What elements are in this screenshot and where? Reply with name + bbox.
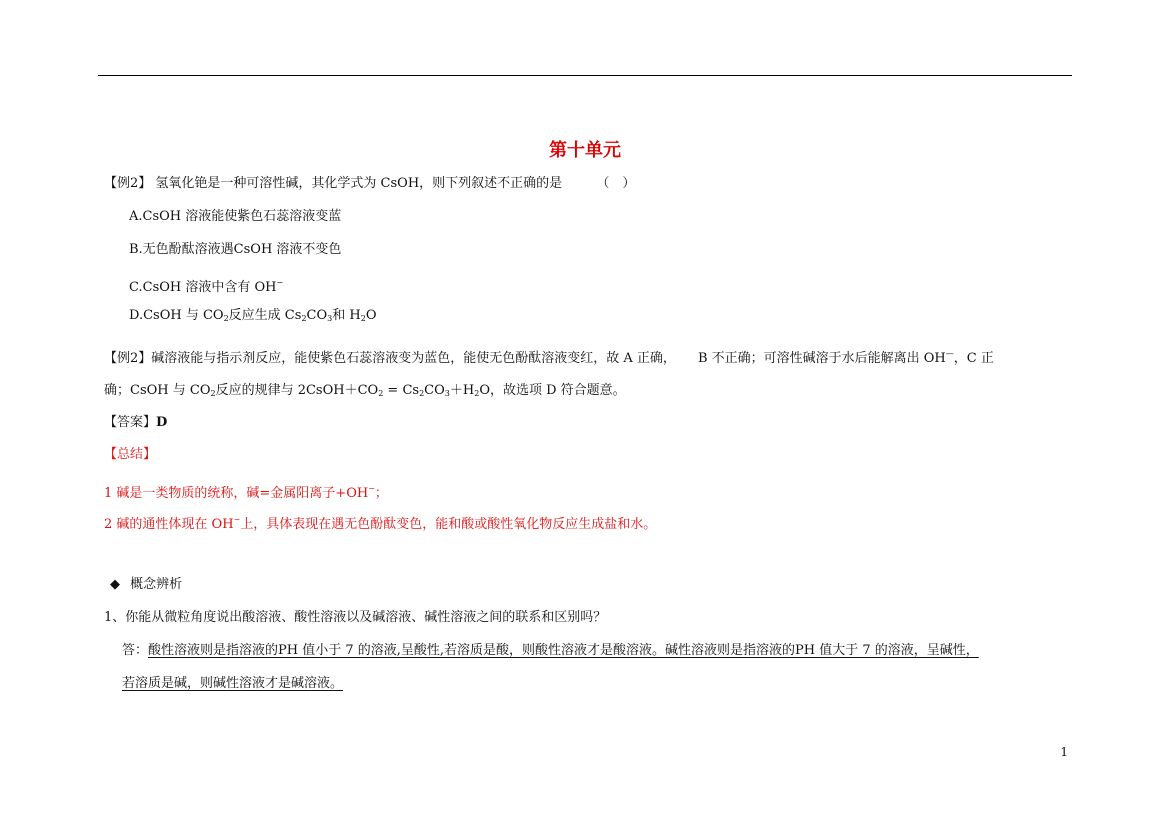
analysis-sup: —	[945, 349, 954, 358]
analysis-text: B 不正确；可溶性碱溶于水后能解离出 OH	[697, 351, 946, 366]
analysis-sub: 2	[210, 389, 216, 398]
concept-question: 1、你能从微粒角度说出酸溶液、酸性溶液以及碱溶液、碱性溶液之间的联系和区别吗？	[104, 610, 607, 625]
concept-heading-text: 概念辨析	[130, 577, 183, 592]
option-c	[129, 273, 283, 298]
option-b: B.无色酚酞溶液遇CsOH 溶液不变色	[129, 242, 342, 257]
concept-answer-text: 若溶质是碱，则碱性溶液才是碱溶液。	[122, 676, 344, 691]
option-a: A.CsOH 溶液能使紫色石蕊溶液变蓝	[129, 209, 342, 224]
page-title: 第十单元	[549, 140, 621, 161]
summary-sup: −	[368, 484, 375, 493]
summary-label: 【总结】	[104, 447, 157, 462]
analysis-text: = Cs	[383, 383, 420, 398]
answer-label: 【答案】	[104, 415, 157, 430]
analysis-text: 反应的规律与 2CsOH＋CO	[215, 383, 379, 398]
option-d-part: D.CsOH 与 CO	[129, 308, 224, 323]
question-text: 氢氧化铯是一种可溶性碱，其化学式为 CsOH，则下列叙述不正确的是	[155, 176, 563, 191]
concept-heading	[110, 575, 182, 595]
option-d-sub: 2	[223, 314, 229, 323]
summary-text: 上，具体表现在遇无色酚酞变色，能和酸或酸性氧化物反应生成盐和水。	[240, 517, 657, 532]
analysis-sub: 3	[444, 389, 450, 398]
option-d-part: 和 H	[332, 308, 361, 323]
concept-answer-line-2	[122, 674, 343, 694]
option-d-sub: 2	[301, 314, 307, 323]
option-d-part: CO	[306, 308, 328, 323]
option-d-sub: 3	[327, 314, 333, 323]
analysis-line-1	[104, 344, 994, 369]
analysis-line-2	[104, 381, 626, 404]
analysis-text: 碱溶液能与指示剂反应，能使紫色石蕊溶液变为蓝色，能使无色酚酞溶液变红，故 A 正确，	[151, 351, 676, 366]
concept-answer-text: 酸性溶液则是指溶液的PH 值小于 7 的溶液,呈酸性,若溶质是酸，则酸性溶液才是酸溶液。碱性溶液则是指溶液的PH 值大于 7 的溶液，呈碱性，	[148, 643, 979, 658]
analysis-text: 确；CsOH 与 CO	[104, 383, 211, 398]
analysis-text: ＋H	[449, 383, 475, 398]
option-d-part: 反应生成 Cs	[228, 308, 302, 323]
summary-text: 2 碱的通性体现在 OH	[104, 517, 234, 532]
option-d-sub: 2	[360, 314, 366, 323]
option-d-part: O	[365, 308, 377, 323]
page-number: 1	[1060, 745, 1068, 759]
analysis-sub: 2	[474, 389, 480, 398]
analysis-text: ，C 正	[953, 351, 994, 366]
example-question	[104, 174, 635, 194]
option-c-text: C.CsOH 溶液中含有 OH	[129, 280, 277, 295]
analysis-sub: 2	[378, 389, 384, 398]
option-d	[129, 306, 376, 329]
summary-item-1	[104, 479, 388, 504]
diamond-bullet-icon: ◆	[110, 577, 120, 592]
summary-item-2	[104, 510, 656, 535]
concept-answer-label: 答：	[122, 643, 149, 658]
option-c-sup: −	[276, 278, 284, 287]
answer-value: D	[156, 415, 168, 430]
analysis-text: CO	[424, 383, 445, 398]
example-label: 【例2】	[104, 176, 152, 191]
analysis-sub: 2	[419, 389, 425, 398]
answer-line	[104, 413, 167, 433]
summary-text: ；	[374, 486, 388, 501]
summary-text: 1 碱是一类物质的统称，碱=金属阳离子+OH	[104, 486, 369, 501]
header-rule	[98, 75, 1072, 76]
answer-paren: （ ）	[596, 176, 636, 191]
concept-answer-line-1	[122, 641, 979, 661]
analysis-label: 【例2】	[104, 351, 152, 366]
analysis-text: O，故选项 D 符合题意。	[479, 383, 626, 398]
summary-sup: −	[233, 515, 241, 524]
